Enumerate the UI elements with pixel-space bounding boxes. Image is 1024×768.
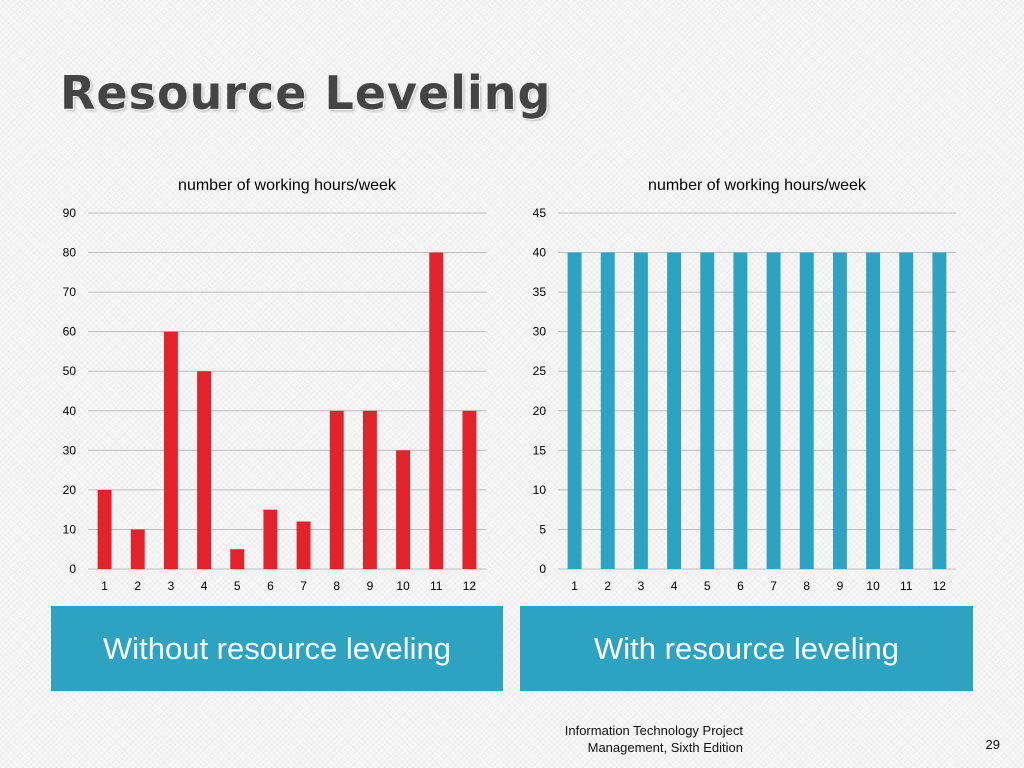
x-tick-label: 11 <box>430 579 443 593</box>
x-tick-label: 6 <box>737 579 744 593</box>
x-tick-label: 9 <box>836 579 844 593</box>
bar-week-1 <box>568 253 582 569</box>
footer-citation <box>500 722 743 756</box>
x-tick-label: 2 <box>604 579 612 593</box>
bar-week-10 <box>866 253 880 569</box>
footer-line-2: Management, Sixth Edition <box>587 740 743 755</box>
x-tick-label: 10 <box>866 579 880 593</box>
bar-week-3 <box>634 253 648 569</box>
bar-week-1 <box>98 490 112 569</box>
y-tick-label: 10 <box>62 522 76 537</box>
y-tick-label: 80 <box>62 245 76 260</box>
chart-with-leveling <box>516 168 976 600</box>
x-tick-label: 2 <box>134 579 142 593</box>
bar-week-4 <box>197 371 211 569</box>
y-tick-label: 40 <box>532 245 546 260</box>
y-tick-label: 30 <box>62 443 76 458</box>
x-tick-label: 12 <box>932 579 947 593</box>
footer-line-1: Information Technology Project <box>564 723 743 738</box>
y-tick-label: 60 <box>62 324 76 339</box>
y-tick-label: 0 <box>69 562 76 576</box>
x-tick-label: 4 <box>670 579 678 593</box>
x-tick-label: 7 <box>770 579 777 593</box>
bar-week-9 <box>363 411 377 569</box>
bar-week-9 <box>833 253 847 569</box>
bar-week-8 <box>330 411 344 569</box>
bar-week-6 <box>733 253 747 569</box>
y-tick-label: 35 <box>532 285 546 300</box>
x-tick-label: 1 <box>101 579 108 593</box>
bar-week-5 <box>700 253 714 569</box>
bar-week-6 <box>263 510 277 569</box>
bar-week-2 <box>601 253 615 569</box>
x-tick-label: 1 <box>571 579 578 593</box>
bar-week-12 <box>932 253 946 569</box>
caption-with-leveling <box>520 606 973 691</box>
y-tick-label: 0 <box>539 562 546 576</box>
bar-week-3 <box>164 332 178 569</box>
bar-week-2 <box>131 529 145 569</box>
y-tick-label: 20 <box>532 403 546 418</box>
caption-label: With resource leveling <box>594 630 899 666</box>
caption-without-leveling <box>51 606 503 691</box>
y-tick-label: 30 <box>532 324 546 339</box>
x-tick-label: 5 <box>233 579 241 593</box>
x-tick-label: 4 <box>200 579 208 593</box>
x-tick-label: 6 <box>267 579 274 593</box>
x-tick-label: 9 <box>366 579 374 593</box>
y-tick-label: 15 <box>532 443 546 458</box>
x-tick-label: 3 <box>167 579 175 593</box>
slide-title: Resource Leveling <box>60 66 552 120</box>
bar-week-12 <box>462 411 476 569</box>
x-tick-label: 8 <box>333 579 341 593</box>
bar-week-7 <box>297 522 311 569</box>
y-tick-label: 45 <box>532 206 546 220</box>
chart-without-leveling <box>46 168 506 600</box>
bar-week-8 <box>800 253 814 569</box>
x-tick-label: 5 <box>703 579 711 593</box>
y-tick-label: 25 <box>532 364 546 379</box>
x-tick-label: 7 <box>300 579 307 593</box>
y-tick-label: 10 <box>532 482 546 497</box>
bar-week-10 <box>396 450 410 569</box>
caption-label: Without resource leveling <box>102 630 452 666</box>
bar-week-5 <box>230 549 244 569</box>
x-tick-label: 12 <box>462 579 477 593</box>
y-tick-label: 90 <box>62 206 76 220</box>
y-tick-label: 40 <box>62 403 76 418</box>
chart-title: number of working hours/week <box>648 177 866 194</box>
y-tick-label: 5 <box>539 522 546 537</box>
y-tick-label: 70 <box>62 285 76 300</box>
bar-week-4 <box>667 253 681 569</box>
bar-week-7 <box>767 253 781 569</box>
chart-title: number of working hours/week <box>178 177 396 194</box>
bar-week-11 <box>429 253 443 569</box>
y-tick-label: 20 <box>62 482 76 497</box>
x-tick-label: 8 <box>803 579 811 593</box>
y-tick-label: 50 <box>62 364 76 379</box>
x-tick-label: 10 <box>396 579 410 593</box>
x-tick-label: 11 <box>900 579 913 593</box>
x-tick-label: 3 <box>637 579 645 593</box>
page-number: 29 <box>985 737 1000 752</box>
bar-week-11 <box>899 253 913 569</box>
